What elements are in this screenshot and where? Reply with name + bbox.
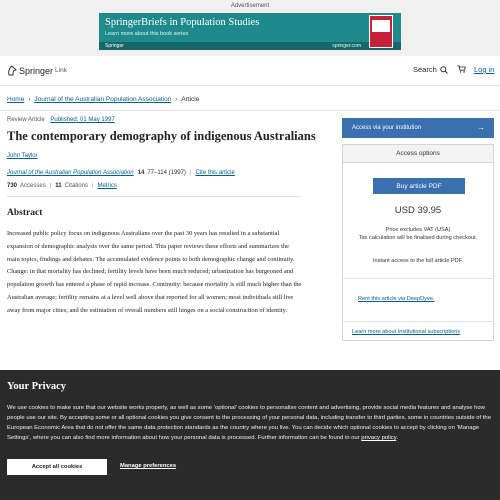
article-type: Review Article [7, 117, 45, 123]
citations-count: 11 [55, 183, 62, 189]
breadcrumb-journal[interactable]: Journal of the Australian Population Association [34, 96, 172, 103]
privacy-policy-link[interactable]: privacy policy [361, 435, 397, 441]
advertisement-region [0, 0, 500, 56]
ad-title: SpringerBriefs in Population Studies [105, 17, 260, 28]
vat-line-1: Price excludes VAT (USA) [385, 227, 451, 233]
arrow-right-icon: → [477, 123, 485, 132]
abstract-heading: Abstract [7, 208, 43, 218]
access-via-institution-label: Access via your institution [352, 125, 422, 131]
ad-brand: Springer [105, 43, 124, 49]
breadcrumb-home[interactable]: Home [7, 96, 25, 103]
vat-note [353, 226, 483, 243]
accesses-label: Accesses [20, 183, 46, 189]
separator: | [91, 183, 94, 189]
accesses-count: 730 [7, 183, 18, 189]
cookie-title: Your Privacy [7, 381, 67, 392]
instant-access-note: Instant access to the full article PDF. [372, 258, 464, 264]
cookie-body: We use cookies to make sure that our website works properly, as well as some ‘optional’ cookies to personalise content and advertising, provide social media features and analyse how people use our site. By accepting some or all optional cookies you give consent to the processing of your personal data, including transfer to third parties, some in countries outside of the European Economic Area that do not offer the same data protection standards as the country where you live. You can decide which optional cookies to accept by clicking on ‘Manage Settings’, where you can also find more information about how your personal data is processed. Further information can be found in our [7, 405, 491, 441]
separator: | [49, 183, 52, 189]
ad-book-cover [369, 15, 393, 48]
access-options-heading: Access options [343, 145, 493, 163]
login-link[interactable]: Log in [474, 65, 495, 74]
access-options-panel [342, 144, 494, 341]
logo-sub: Link [55, 67, 67, 74]
deepdyve-rent-link[interactable]: Rent this article via DeepDyve. [358, 296, 435, 302]
cookie-consent-banner [0, 370, 500, 500]
institutional-subscriptions-link[interactable]: Learn more about Institutional subscriptions [352, 329, 461, 335]
citations-label: Citations [64, 183, 88, 189]
pages: 77–114 (1997) [147, 170, 186, 176]
metrics-line [7, 183, 117, 189]
chevron-right-icon: › [28, 96, 31, 103]
search-button[interactable] [413, 65, 448, 74]
ad-domain: springer.com [332, 43, 361, 49]
logo-text: Springer [19, 65, 54, 76]
author-link[interactable]: John Taylor [7, 153, 38, 159]
abstract-text: Increased public policy focus on indigenous Australians over the past 30 years has resulted in a substantial expansion of demographic analysis over the same period. This paper reviews these efforts and summarizes the main topics, findings and debates. The accumulated evidence points to both demographic change and continuity. Change: in that mortality has declined; fertility levels have been much reduced; urbanization has burgeoned and population growth has entered a phase of rapid increase. Continuity: because mortality is still much higher than the Australian average; fertility remains at a level well above that reported for all women; most individuals still live away from major cities; and the estimation of overall numbers still hinges on a social construction of identity. [7, 230, 302, 314]
chevron-right-icon: › [175, 96, 178, 103]
search-label: Search [413, 65, 437, 74]
access-via-institution-button[interactable] [342, 118, 494, 138]
search-icon [440, 66, 448, 74]
manage-preferences-button[interactable]: Manage preferences [120, 463, 177, 469]
buy-article-pdf-button[interactable]: Buy article PDF [373, 178, 465, 194]
divider [7, 196, 300, 197]
divider [343, 278, 493, 279]
ad-banner[interactable] [99, 13, 401, 50]
springer-link-logo[interactable] [7, 65, 67, 76]
divider [343, 321, 493, 322]
citation-line [7, 170, 235, 176]
volume: 14 [137, 170, 145, 176]
separator: | [189, 170, 192, 176]
published-date-link[interactable]: Published: 01 May 1997 [50, 117, 115, 123]
springer-horse-icon [7, 65, 17, 76]
cart-icon[interactable] [457, 65, 466, 73]
cookie-text: We use cookies to make sure that our website works properly, as well as some ‘optional’ cookies to personalise content and advertising, provide social media features and analyse how people use our site. By accepting some or all optional cookies you give consent to the processing of your personal data, including transfer to third parties, some in countries outside of the European Economic Area that do not offer the same data protection standards as the country where you live. You can decide which optional cookies to accept by clicking on ‘Manage Settings’, where you can also find more information about how your personal data is processed. Further information can be found in our privacy policy. [7, 405, 491, 441]
article-title: The contemporary demography of indigenous Australians [7, 129, 316, 143]
divider [0, 110, 500, 111]
breadcrumb [7, 96, 199, 103]
ad-subtitle: Learn more about this book series [105, 31, 189, 37]
metrics-link[interactable]: Metrics [97, 183, 117, 189]
vat-line-2: Tax calculation will be finalised during checkout. [358, 235, 478, 242]
cite-this-article-link[interactable]: Cite this article [195, 170, 235, 176]
article-meta [7, 117, 115, 123]
price: USD 39.95 [394, 205, 442, 216]
accept-all-cookies-button[interactable]: Accept all cookies [7, 459, 107, 475]
ad-label: Advertisement [230, 3, 270, 9]
journal-link[interactable]: Journal of the Australian Population Association [7, 170, 134, 176]
breadcrumb-current: Article [181, 96, 200, 103]
site-header [0, 56, 500, 86]
